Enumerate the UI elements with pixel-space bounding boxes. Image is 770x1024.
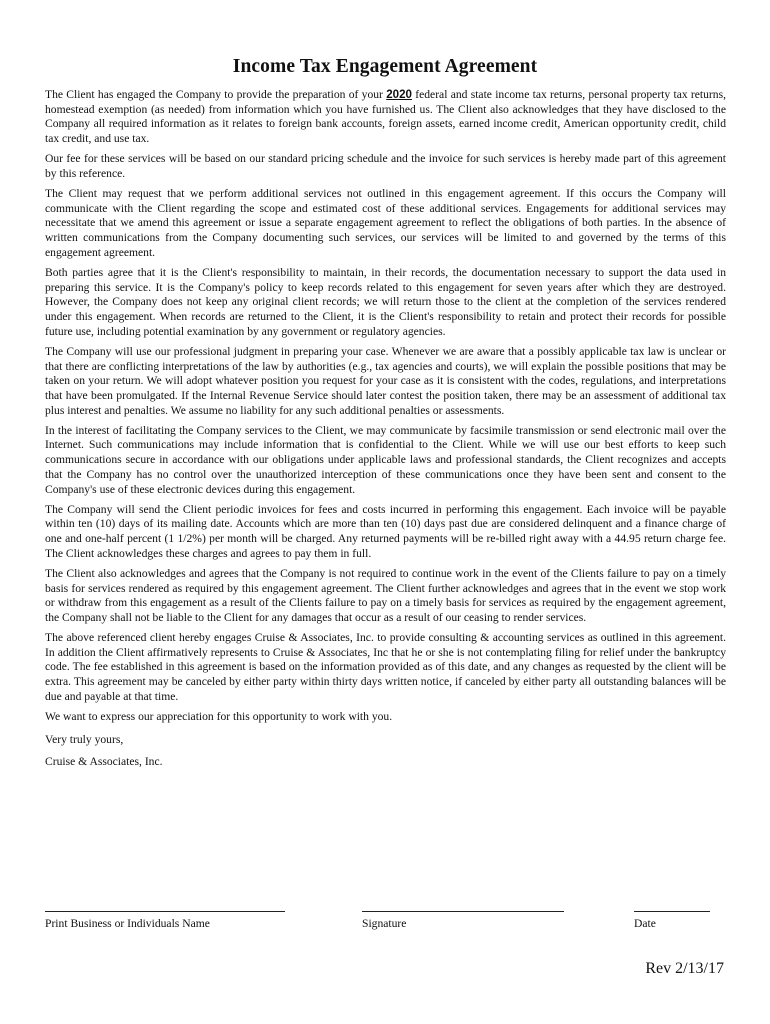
name-signature-line[interactable] bbox=[45, 905, 285, 912]
name-label: Print Business or Individuals Name bbox=[45, 917, 210, 930]
name-field[interactable] bbox=[45, 905, 285, 930]
paragraph-additional-services: The Client may request that we perform additional services not outlined in this engagement agreement. If this occurs the Company will communicate with the Client regarding the scope and estimated cost of these additional services. Engagements for additional services may necessitate that we amend this agreement or issue a separate engagement agreement to reflect the obligations of both parties. In the absence of written communications from the Company documenting such services, our services will be limited to and governed by the terms of this engagement agreement. bbox=[45, 187, 726, 259]
date-field[interactable] bbox=[634, 905, 710, 930]
paragraph-services bbox=[45, 88, 726, 147]
paragraph-nonpayment: The Client also acknowledges and agrees that the Company is not required to continue work in the event of the Clients failure to pay on a timely basis for services rendered as required by this engagement agreement. The Client further acknowledges and agrees that in the event we stop work or withdraw from this engagement as a result of the Clients failure to pay on a timely basis for services as required by the engagement agreement, the Company shall not be liable to the Client for any damages that occur as a result of our ceasing to render services. bbox=[45, 566, 726, 624]
paragraph-text: federal and state income tax returns, personal property tax returns, homestead exemption (as needed) from information which you have furnished us. The Client also acknowledges that they have disclosed to the Company all required information as it relates to foreign bank accounts, foreign assets, earned income credit, American opportunity credit, child tax credit, and use tax. bbox=[45, 88, 726, 146]
signature-line[interactable] bbox=[362, 905, 564, 912]
paragraph-appreciation: We want to express our appreciation for this opportunity to work with you. bbox=[45, 709, 393, 723]
revision-label: Rev 2/13/17 bbox=[645, 960, 724, 977]
paragraph-professional-judgment: The Company will use our professional judgment in preparing your case. Whenever we are aware that a possibly applicable tax law is unclear or that there are conflicting interpretations of the law by authorities (e.g., tax agencies and courts), we will explain the possible positions that may be taken on your return. We will adopt whatever position you request for your case as it is consistent with the codes, regulations, and interpretations that have been promulgated. If the Internal Revenue Service should later contest the position taken, there may be an assessment of additional tax plus interest and penalties. We assume no liability for any such additional penalties or assessments. bbox=[45, 344, 726, 417]
paragraph-text: The Client has engaged the Company to provide the preparation of your bbox=[45, 88, 387, 101]
signature-field[interactable] bbox=[362, 905, 564, 930]
signature-label: Signature bbox=[362, 917, 407, 930]
paragraph-invoices: The Company will send the Client periodic invoices for fees and costs incurred in performing this engagement. Each invoice will be payable within ten (10) days of its mailing date. Accounts which are more than ten (10) days past due are considered delinquent and a finance charge of one and one-half percent (1 1/2%) per month will be charged. Any returned payments will be re-billed right away with a 44.95 return charge fee. The Client acknowledges these charges and agrees to pay them in full. bbox=[45, 502, 726, 560]
date-label: Date bbox=[634, 917, 656, 930]
date-line[interactable] bbox=[634, 905, 710, 912]
paragraph-records: Both parties agree that it is the Client's responsibility to maintain, in their records, the documentation necessary to support the data used in preparing this service. It is the Company's policy to keep records related to this engagement for seven years after which they are destroyed. However, the Company does not keep any original client records; we will return those to the client at the completion of the services rendered under this engagement. When records are returned to the Client, it is the Client's responsibility to retain and protect their records for possible future use, including potential examination by any government or regulatory agencies. bbox=[45, 265, 726, 338]
agreement-body bbox=[45, 88, 726, 775]
document-title: Income Tax Engagement Agreement bbox=[232, 56, 538, 77]
tax-year: 2020 bbox=[386, 88, 412, 101]
paragraph-communications: In the interest of facilitating the Company services to the Client, we may communicate by facsimile transmission or send electronic mail over the Internet. Such communications may include information that is confidential to the Client. While we will use our best efforts to keep such communications secure in accordance with our obligations under applicable laws and professional standards, the Client recognizes and accepts that the Company has no control over the unauthorized interception of these communications once they have been sent and consent to the Company's use of these electronic devices during this engagement. bbox=[45, 423, 726, 496]
closing-salutation: Very truly yours, bbox=[45, 732, 124, 746]
closing-company: Cruise & Associates, Inc. bbox=[45, 755, 163, 769]
paragraph-fee: Our fee for these services will be based on our standard pricing schedule and the invoice for such services is hereby made part of this agreement by this reference. bbox=[45, 152, 726, 180]
paragraph-engagement: The above referenced client hereby engages Cruise & Associates, Inc. to provide consulting & accounting services as outlined in this agreement. In addition the Client affirmatively represents to Cruise & Associates, Inc that he or she is not contemplating filing for relief under the bankruptcy code. The fee established in this agreement is based on the information provided as of this date, and any changes as requested by the client will be extra. This agreement may be canceled by either party within thirty days written notice, if canceled by either party all outstanding balances will be due and payable at that time. bbox=[45, 631, 726, 703]
